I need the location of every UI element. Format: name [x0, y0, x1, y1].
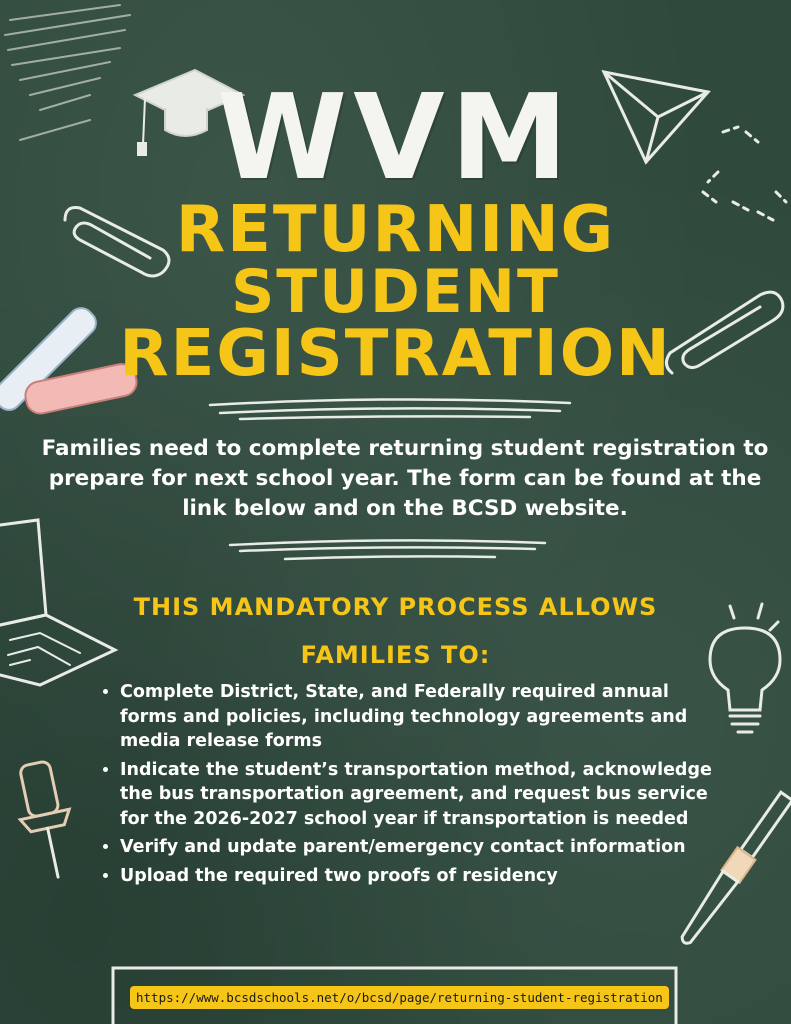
registration-link[interactable]: https://www.bcsdschools.net/o/bcsd/page/returning-student-registration — [130, 986, 669, 1009]
title-line-3: REGISTRATION — [119, 317, 672, 391]
list-item: • Complete District, State, and Federally required annual forms and policies, including technology agreements and media release forms — [120, 680, 730, 754]
pushpin-icon — [12, 755, 92, 885]
chalk-underline — [225, 535, 555, 565]
school-name: WVM — [217, 68, 574, 206]
process-list — [100, 680, 730, 892]
list-item: • Upload the required two proofs of residency — [120, 864, 730, 889]
list-item: • Verify and update parent/emergency contact information — [120, 835, 730, 860]
title-line-2: STUDENT — [231, 257, 560, 327]
intro-paragraph: Families need to complete returning student registration to prepare for next school year. The form can be found at the link below and on the BCSD website. — [41, 436, 769, 521]
title-line-1: RETURNING — [175, 193, 616, 267]
process-heading-line-1: THIS MANDATORY PROCESS ALLOWS — [133, 593, 658, 621]
list-item: • Indicate the student’s transportation method, acknowledge the bus transportation agreement, and request bus service for the 2026-2027 school year if transportation is needed — [120, 758, 730, 832]
chalk-underline — [200, 395, 580, 425]
process-heading-line-2: FAMILIES TO: — [300, 641, 491, 669]
